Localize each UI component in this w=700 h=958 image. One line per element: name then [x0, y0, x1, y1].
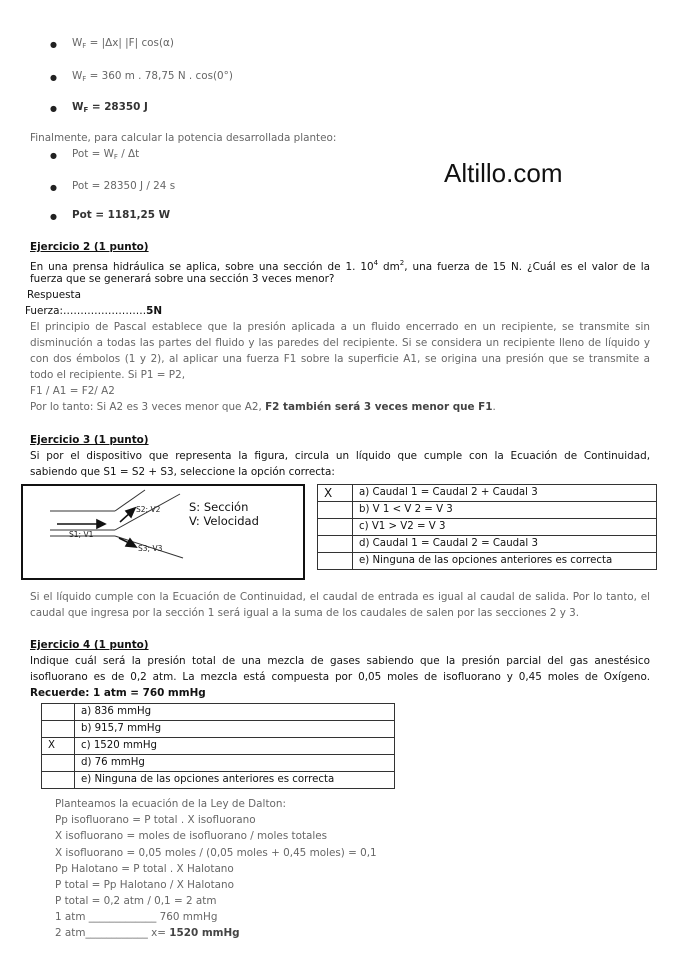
bullet: ● [50, 73, 57, 82]
ex2-respuesta-label: Respuesta [27, 289, 81, 301]
dalton-line-5: Pp Halotano = P total . X Halotano [55, 863, 234, 875]
option-text: a) Caudal 1 = Caudal 2 + Caudal 3 [353, 485, 657, 502]
ex2-heading: Ejercicio 2 (1 punto) [30, 241, 149, 253]
watermark-logo: Altillo.com [444, 158, 563, 188]
table-row[interactable] [42, 721, 395, 738]
dalton-final: 2 atm____________ x= 1520 mmHg [55, 927, 240, 939]
work-line-1: $W_F = |\Delta x|$ |F| cos(α) [72, 37, 174, 50]
ex2-conclusion: Por lo tanto: Si A2 es 3 veces menor que A2, F2 también será 3 veces menor que F1. [30, 401, 496, 413]
dalton-line-8: 1 atm _____________ 760 mmHg [55, 911, 218, 923]
option-text: b) 915,7 mmHg [75, 721, 395, 738]
bullet: ● [50, 183, 57, 192]
ex2-question-line2: fuerza que se generará sobre una sección 3 veces menor? [30, 273, 335, 285]
table-row[interactable] [318, 519, 657, 536]
option-mark [318, 553, 353, 570]
option-text: d) 76 mmHg [75, 755, 395, 772]
ex2-explanation-5: F1 / A1 = F2/ A2 [30, 385, 115, 397]
bullet: ● [50, 212, 57, 221]
bullet: ● [50, 151, 57, 160]
label-s2: S2; V2 [136, 505, 161, 514]
ex3-explanation-2: caudal que ingresa por la sección 1 será igual a la suma de los caudales de salen por las secciones 2 y 3. [30, 607, 580, 619]
table-row[interactable] [42, 738, 395, 755]
work-result: $W_F = 28350$ J [72, 101, 148, 114]
power-intro: Finalmente, para calcular la potencia desarrollada planteo: [30, 132, 337, 144]
option-mark [42, 755, 75, 772]
table-row[interactable] [318, 553, 657, 570]
label-s3: S3; V3 [138, 544, 163, 553]
table-row[interactable] [318, 502, 657, 519]
arrow-s1-head [97, 520, 105, 528]
dalton-line-3: X isofluorano = moles de isofluorano / moles totales [55, 830, 328, 842]
dalton-line-4: X isofluorano = 0,05 moles / (0,05 moles + 0,45 moles) = 0,1 [55, 847, 377, 859]
dalton-line-7: P total = 0,2 atm / 0,1 = 2 atm [55, 895, 217, 907]
dalton-line-2: Pp isofluorano = P total . X isofluorano [55, 814, 256, 826]
ex2-explanation-2: disminución a todas las partes del fluido y las paredes del recipiente. Si se considera un recipiente lleno de líquido y [30, 337, 650, 349]
option-text: b) V 1 < V 2 = V 3 [353, 502, 657, 519]
continuity-figure [21, 484, 305, 580]
option-text: d) Caudal 1 = Caudal 2 = Caudal 3 [353, 536, 657, 553]
option-text: c) V1 > V2 = V 3 [353, 519, 657, 536]
ex4-recuerde: Recuerde: 1 atm = 760 mmHg [30, 687, 206, 699]
work-line-2: $W_F = 360$ m . 78,75 N . cos(0°) [72, 70, 233, 83]
ex4-options-table [41, 703, 395, 789]
legend-seccion: S: Sección [189, 500, 249, 514]
ex2-question-line1: En una prensa hidráulica se aplica, sobre una sección de 1. $10^4$ $dm^2$, una fuerza de 15 N. ¿Cuál es el valor de la [30, 259, 650, 273]
pipe-diagram [23, 486, 303, 578]
bullet: ● [50, 104, 57, 113]
ex3-question-line1: Si por el dispositivo que representa la figura, circula un líquido que cumple con la Ecuación de Continuidad, [30, 450, 650, 462]
dalton-line-1: Planteamos la ecuación de la Ley de Dalton: [55, 798, 286, 810]
table-row[interactable] [42, 755, 395, 772]
ex4-question-line1: Indique cuál será la presión total de una mezcla de gases sabiendo que la presión parcial del gas anestésico [30, 655, 650, 667]
ex3-heading: Ejercicio 3 (1 punto) [30, 434, 149, 446]
option-text: e) Ninguna de las opciones anteriores es correcta [75, 772, 395, 789]
option-mark [318, 536, 353, 553]
option-mark [42, 721, 75, 738]
power-formula: Pot = $W_F$ / Δt [72, 148, 140, 161]
ex3-explanation-1: Si el líquido cumple con la Ecuación de Continuidad, el caudal de entrada es igual al caudal de salida. Por lo tanto, el [30, 591, 650, 603]
table-row[interactable] [42, 772, 395, 789]
ex2-explanation-3: con dos émbolos (1 y 2), al aplicar una fuerza F1 sobre la superficie A1, se origina una presión que se transmite a [30, 353, 650, 365]
power-result: Pot = 1181,25 W [72, 209, 171, 221]
option-mark [318, 519, 353, 536]
table-row[interactable] [42, 704, 395, 721]
ex3-options-table [317, 484, 657, 570]
bullet: ● [50, 40, 57, 49]
ex4-question-line2: isofluorano es de 0,2 atm. La mezcla está compuesta por 0,05 moles de isofluorano y 0,45 moles de Oxígeno. [30, 671, 650, 683]
option-text: c) 1520 mmHg [75, 738, 395, 755]
label-s1: S1; V1 [69, 530, 94, 539]
ex4-heading: Ejercicio 4 (1 punto) [30, 639, 149, 651]
ex2-answer: Fuerza:……………………5N [25, 305, 163, 317]
option-mark [42, 772, 75, 789]
option-text: e) Ninguna de las opciones anteriores es correcta [353, 553, 657, 570]
table-row[interactable] [318, 485, 657, 502]
ex3-question-line2: sabiendo que S1 = S2 + S3, seleccione la opción correcta: [30, 466, 335, 478]
power-calc: Pot = 28350 J / 24 s [72, 180, 176, 192]
table-row[interactable] [318, 536, 657, 553]
option-mark [318, 502, 353, 519]
option-mark [42, 704, 75, 721]
dalton-line-6: P total = Pp Halotano / X Halotano [55, 879, 234, 891]
option-mark: X [318, 485, 353, 502]
ex2-explanation-1: El principio de Pascal establece que la presión aplicada a un fluido encerrado en un recipiente, se transmite sin [30, 321, 650, 333]
legend-velocidad: V: Velocidad [189, 514, 259, 528]
ex2-explanation-4: todo el recipiente. Si P1 = P2, [30, 369, 185, 381]
option-mark: X [42, 738, 75, 755]
option-text: a) 836 mmHg [75, 704, 395, 721]
